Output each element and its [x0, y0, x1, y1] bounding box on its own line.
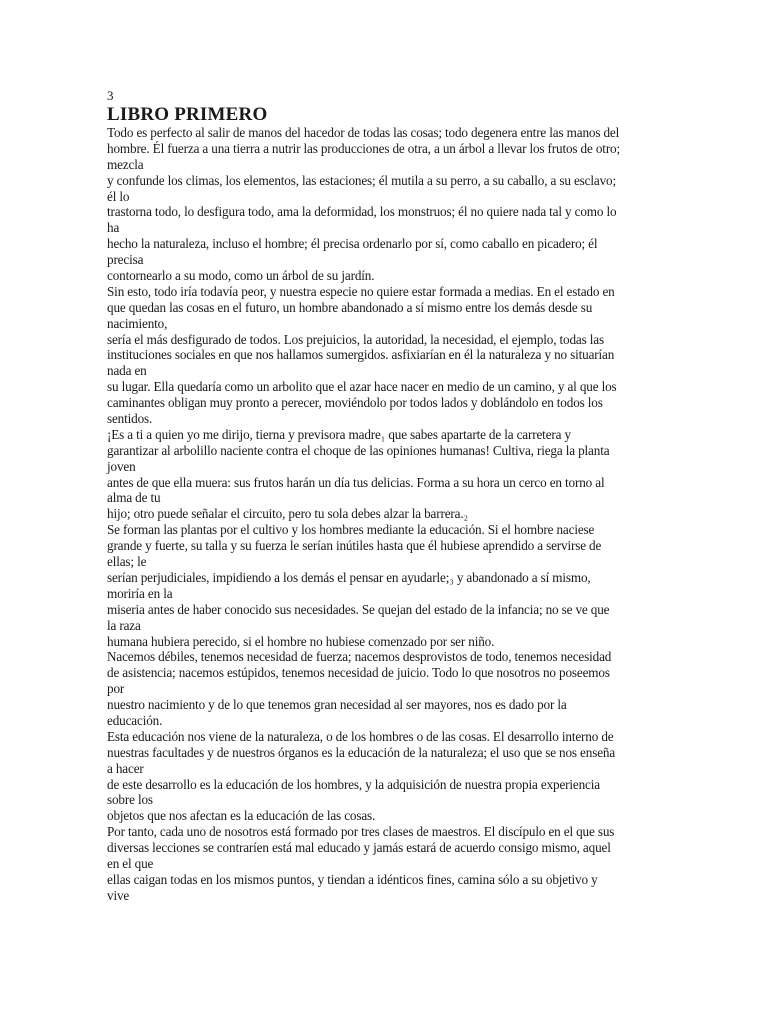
- body-text: [107, 125, 659, 904]
- text-line: hecho la naturaleza, incluso el hombre; él precisa ordenarlo por sí, como caballo en picadero; él: [107, 236, 598, 252]
- text-line: joven: [107, 458, 136, 474]
- text-line: que quedan las cosas en el futuro, un hombre abandonado a sí mismo entre los demás desde su: [107, 299, 593, 315]
- page-number: 3: [107, 88, 114, 103]
- text-line: trastorna todo, lo desfigura todo, ama la deformidad, los monstruos; él no quiere nada tal y como lo: [107, 204, 617, 220]
- text-line: sobre los: [107, 792, 153, 808]
- text-line: serían perjudiciales, impidiendo a los demás el pensar en ayudarle;₃ y abandonado a sí mismo,: [107, 569, 591, 585]
- text-line: nacimiento,: [107, 315, 168, 331]
- text-line: nada en: [107, 363, 147, 379]
- text-line: mezcla: [107, 156, 144, 172]
- text-line: por: [107, 681, 125, 697]
- text-line: y confunde los climas, los elementos, las estaciones; él mutila a su perro, a su caballo, a su esclavo;: [107, 172, 616, 188]
- text-line: miseria antes de haber conocido sus necesidades. Se quejan del estado de la infancia; no se ve que: [107, 601, 610, 617]
- text-line: contornearlo a su modo, como un árbol de su jardín.: [107, 268, 375, 284]
- text-line: Nacemos débiles, tenemos necesidad de fuerza; nacemos desprovistos de todo, tenemos necesidad: [107, 649, 612, 665]
- text-line: nuestras facultades y de nuestros órganos es la educación de la naturaleza; el uso que se nos enseña: [107, 744, 616, 760]
- text-line: caminantes obligan muy pronto a perecer, moviéndolo por todos lados y doblándolo en todos los: [107, 395, 603, 411]
- text-line: alma de tu: [107, 490, 161, 506]
- text-line: grande y fuerte, su talla y su fuerza le serían inútiles hasta que él hubiese aprendido a servirse de: [107, 538, 602, 554]
- chapter-title: LIBRO PRIMERO: [107, 104, 268, 125]
- text-line: de este desarrollo es la educación de los hombres, y la adquisición de nuestra propia experiencia: [107, 776, 600, 792]
- text-line: precisa: [107, 252, 144, 268]
- text-line: antes de que ella muera: sus frutos harán un día tus delicias. Forma a su hora un cerco en torno al: [107, 474, 605, 490]
- text-line: moriría en la: [107, 585, 173, 601]
- text-line: él lo: [107, 188, 130, 204]
- text-line: ellas; le: [107, 554, 147, 570]
- text-line: diversas lecciones se contraríen está mal educado y jamás estará de acuerdo consigo mismo, aquel: [107, 840, 611, 856]
- text-line: sentidos.: [107, 411, 153, 427]
- text-line: de asistencia; nacemos estúpidos, tenemos necesidad de juicio. Todo lo que nosotros no poseemos: [107, 665, 610, 681]
- text-line: instituciones sociales en que nos hallamos sumergidos. asfixiarían en él la naturaleza y no situarían: [107, 347, 615, 363]
- text-line: objetos que nos afectan es la educación de las cosas.: [107, 808, 376, 824]
- text-line: hombre. Él fuerza a una tierra a nutrir las producciones de otra, a un árbol a llevar los frutos de otro;: [107, 140, 621, 156]
- text-line: su lugar. Ella quedaría como un arbolito que el azar hace nacer en medio de un camino, y al que los: [107, 379, 617, 395]
- text-line: Por tanto, cada uno de nosotros está formado por tres clases de maestros. El discípulo en el que sus: [107, 824, 615, 840]
- text-line: vive: [107, 887, 130, 903]
- text-line: Esta educación nos viene de la naturaleza, o de los hombres o de las cosas. El desarrollo interno de: [107, 728, 614, 744]
- text-line: garantizar al arbolillo naciente contra el choque de las opiniones humanas! Cultiva, riega la planta: [107, 442, 610, 458]
- text-line: ¡Es a ti a quien yo me dirijo, tierna y previsora madre₁ que sabes apartarte de la carretera y: [107, 426, 571, 442]
- text-line: en el que: [107, 855, 154, 871]
- text-line: a hacer: [107, 760, 144, 776]
- text-line: Todo es perfecto al salir de manos del hacedor de todas las cosas; todo degenera entre las manos del: [107, 125, 620, 140]
- text-line: Sin esto, todo iría todavía peor, y nuestra especie no quiere estar formada a medias. En el estado en: [107, 283, 615, 299]
- document-page: [107, 88, 659, 904]
- text-line: ha: [107, 220, 120, 236]
- text-line: hijo; otro puede señalar el circuito, pero tu sola debes alzar la barrera.₂: [107, 506, 468, 522]
- text-line: ellas caigan todas en los mismos puntos, y tiendan a idénticos fines, camina sólo a su objetivo y: [107, 871, 598, 887]
- text-line: humana hubiera perecido, si el hombre no hubiese comenzado por ser niño.: [107, 633, 495, 649]
- text-line: Se forman las plantas por el cultivo y los hombres mediante la educación. Si el hombre naciese: [107, 522, 595, 538]
- text-line: educación.: [107, 712, 163, 728]
- text-line: sería el más desfigurado de todos. Los prejuicios, la autoridad, la necesidad, el ejemplo, todas las: [107, 331, 604, 347]
- text-line: nuestro nacimiento y de lo que tenemos gran necesidad al ser mayores, nos es dado por la: [107, 697, 567, 713]
- text-line: la raza: [107, 617, 141, 633]
